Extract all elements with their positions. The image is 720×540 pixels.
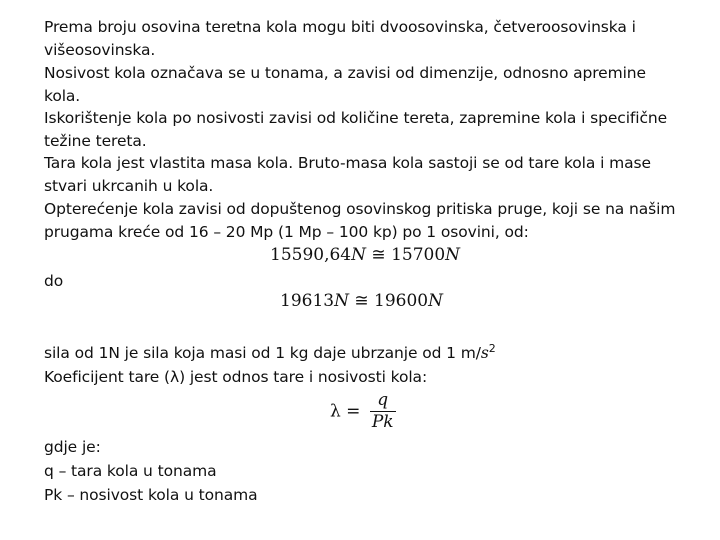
formula-upper-bound bbox=[280, 291, 443, 311]
formula-2-right: 19600 bbox=[374, 291, 429, 311]
lambda-numerator: q bbox=[370, 390, 396, 412]
lambda-denominator: Pk bbox=[371, 412, 394, 432]
formula-lower-bound bbox=[270, 245, 460, 265]
definition-pk: Pk – nosivost kola u tonama bbox=[44, 486, 258, 504]
formula-2-unit: N bbox=[334, 291, 349, 311]
paragraph-load: Opterećenje kola zavisi od dopuštenog osovinskog pritiska pruge, koji se na našim prugama kreće od 16 – 20 Mp (1 Mp – 100 kp) po 1 osovini, od: bbox=[44, 200, 676, 241]
formula-2-rel: ≅ bbox=[348, 291, 375, 311]
formula-1-rel: ≅ bbox=[366, 245, 392, 265]
lambda-symbol: λ bbox=[330, 401, 341, 422]
lambda-equals: = bbox=[340, 401, 366, 422]
paragraph-tare-coefficient: Koeficijent tare (λ) jest odnos tare i nosivosti kola: bbox=[44, 368, 428, 386]
paragraph-capacity: Nosivost kola označava se u tonama, a zavisi od dimenzije, odnosno apremine kola. bbox=[44, 64, 646, 105]
formula-1-left: 15590,64 bbox=[270, 245, 352, 265]
paragraph-where: gdje je: bbox=[44, 438, 101, 456]
formula-1-right: 15700 bbox=[391, 245, 446, 265]
formula-2-left: 19613 bbox=[280, 291, 335, 311]
formula-1-unit: N bbox=[351, 245, 366, 265]
paragraph-do: do bbox=[44, 272, 64, 290]
newton-def-text: sila od 1N je sila koja masi od 1 kg daje ubrzanje od 1 m/ bbox=[44, 344, 481, 362]
formula-2-unit-right: N bbox=[428, 291, 443, 311]
lambda-fraction bbox=[370, 390, 396, 433]
newton-def-exponent: 2 bbox=[488, 342, 496, 355]
definition-q: q – tara kola u tonama bbox=[44, 462, 217, 480]
newton-def-unit: s bbox=[480, 344, 489, 362]
paragraph-newton-def bbox=[44, 342, 684, 365]
formula-lambda bbox=[330, 390, 396, 433]
paragraph-utilization: Iskorištenje kola po nosivosti zavisi od količine tereta, zapremine kola i specifične težine tereta. bbox=[44, 109, 668, 150]
paragraph-axles: Prema broju osovina teretna kola mogu biti dvoosovinska, četveroosovinska i višeosovinska. bbox=[44, 18, 636, 59]
paragraph-tare: Tara kola jest vlastita masa kola. Bruto-masa kola sastoji se od tare kola i mase stvari ukrcanih u kola. bbox=[44, 154, 651, 195]
formula-1-unit-right: N bbox=[445, 245, 461, 265]
